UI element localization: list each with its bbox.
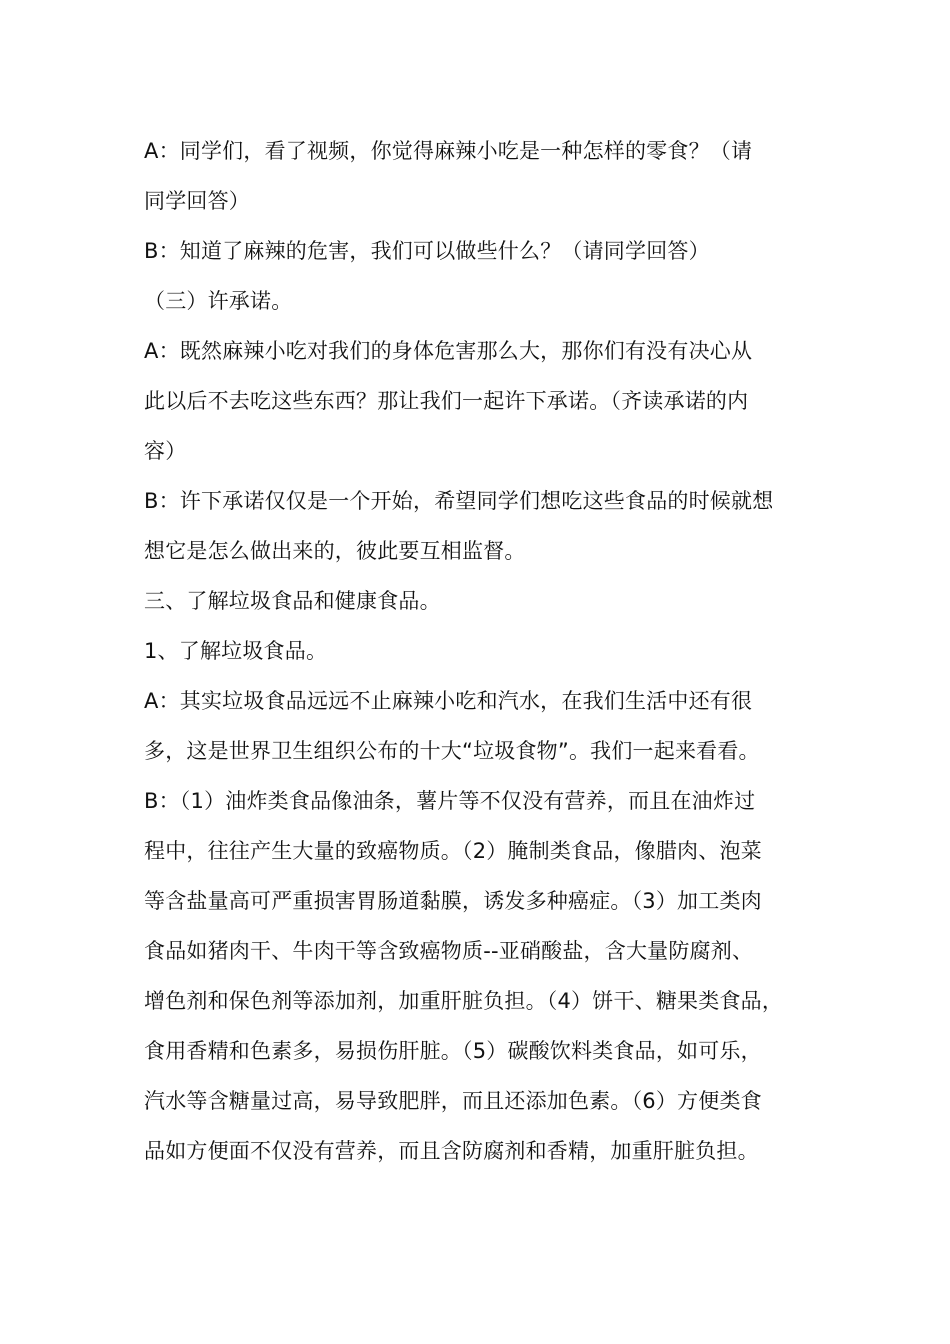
text-line: 容）: [144, 439, 187, 463]
text-line: A：其实垃圾食品远远不止麻辣小吃和汽水，在我们生活中还有很: [144, 689, 753, 713]
section-heading: （三）许承诺。: [144, 289, 293, 313]
document-body: [144, 126, 824, 1176]
text-line: 程中，往往产生大量的致癌物质。（2）腌制类食品，像腊肉、泡菜: [144, 839, 762, 863]
text-line: 想它是怎么做出来的，彼此要互相监督。: [144, 539, 526, 563]
text-line: 等含盐量高可严重损害胃肠道黏膜，诱发多种癌症。（3）加工类肉: [144, 889, 762, 913]
text-line: 同学回答）: [144, 189, 250, 213]
text-line: 食用香精和色素多，易损伤肝脏。（5）碳酸饮料类食品，如可乐，: [144, 1039, 762, 1063]
text-line: 多，这是世界卫生组织公布的十大“垃圾食物”。我们一起来看看。: [144, 739, 760, 763]
text-line: B：知道了麻辣的危害，我们可以做些什么？（请同学回答）: [144, 239, 710, 263]
text-line: 食品如猪肉干、牛肉干等含致癌物质--亚硝酸盐，含大量防腐剂、: [144, 939, 754, 963]
text-line: 品如方便面不仅没有营养，而且含防腐剂和香精，加重肝脏负担。: [144, 1139, 759, 1163]
text-line: 汽水等含糖量过高，易导致肥胖，而且还添加色素。（6）方便类食: [144, 1089, 762, 1113]
text-line: A：既然麻辣小吃对我们的身体危害那么大，那你们有没有决心从: [144, 339, 753, 363]
section-heading: 三、了解垃圾食品和健康食品。: [144, 589, 441, 613]
text-line: A：同学们，看了视频，你觉得麻辣小吃是一种怎样的零食？（请: [144, 139, 753, 163]
text-line: B：许下承诺仅仅是一个开始，希望同学们想吃这些食品的时候就想: [144, 489, 774, 513]
text-line: 增色剂和保色剂等添加剂，加重肝脏负担。（4）饼干、糖果类食品，: [144, 989, 784, 1013]
text-line: B：（1）油炸类食品像油条，薯片等不仅没有营养，而且在油炸过: [144, 789, 756, 813]
text-line: 此以后不去吃这些东西？那让我们一起许下承诺。（齐读承诺的内: [144, 389, 749, 413]
subsection-heading: 1、了解垃圾食品。: [144, 639, 328, 663]
